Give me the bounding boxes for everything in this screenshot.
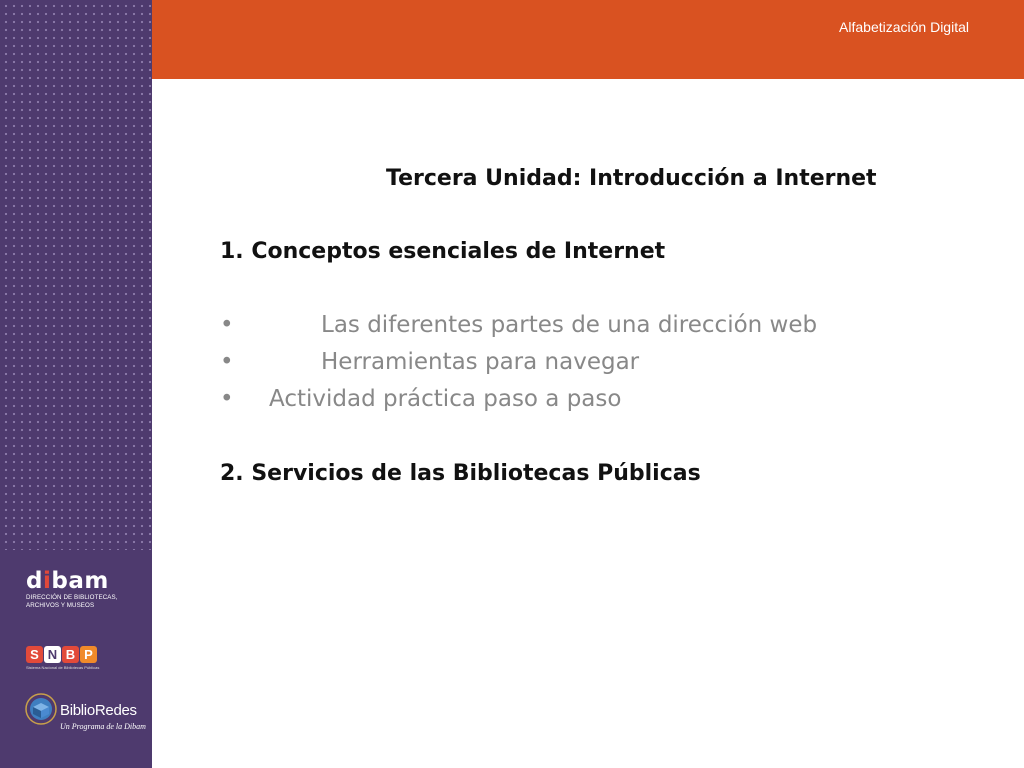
dibam-wordmark: dibam bbox=[26, 568, 109, 594]
snbp-letter-s: S bbox=[26, 646, 43, 663]
snbp-letter-b: B bbox=[62, 646, 79, 663]
slide-title: Tercera Unidad: Introducción a Internet bbox=[386, 166, 877, 191]
dot-pattern bbox=[0, 0, 152, 550]
header-title: Alfabetización Digital bbox=[839, 19, 969, 35]
snbp-logo bbox=[26, 646, 99, 670]
dibam-subtitle-line2: ARCHIVOS Y MUSEOS bbox=[26, 602, 95, 609]
bullet-text: Herramientas para navegar bbox=[321, 349, 640, 375]
snbp-letter-p: P bbox=[80, 646, 97, 663]
biblioredes-icon bbox=[24, 692, 58, 726]
biblioredes-logo bbox=[24, 692, 144, 737]
biblioredes-name: BiblioRedes bbox=[60, 702, 137, 719]
sidebar bbox=[0, 0, 152, 768]
bullet-text: Las diferentes partes de una dirección web bbox=[321, 312, 818, 338]
dibam-subtitle-line1: DIRECCIÓN DE BIBLIOTECAS, bbox=[26, 594, 118, 601]
bullet-text: Actividad práctica paso a paso bbox=[269, 386, 622, 412]
bullet-marker: • bbox=[220, 312, 234, 338]
snbp-subtitle: Sistema Nacional de Bibliotecas Públicas bbox=[26, 665, 100, 670]
section-heading-2: 2. Servicios de las Bibliotecas Públicas bbox=[220, 461, 701, 486]
dibam-logo bbox=[26, 568, 136, 610]
section-heading-1: 1. Conceptos esenciales de Internet bbox=[220, 239, 666, 264]
bullet-marker: • bbox=[220, 386, 234, 412]
snbp-letter-n: N bbox=[44, 646, 61, 663]
top-bar bbox=[152, 0, 1024, 79]
bullet-marker: • bbox=[220, 349, 234, 375]
biblioredes-tagline: Un Programa de la Dibam bbox=[60, 722, 146, 731]
